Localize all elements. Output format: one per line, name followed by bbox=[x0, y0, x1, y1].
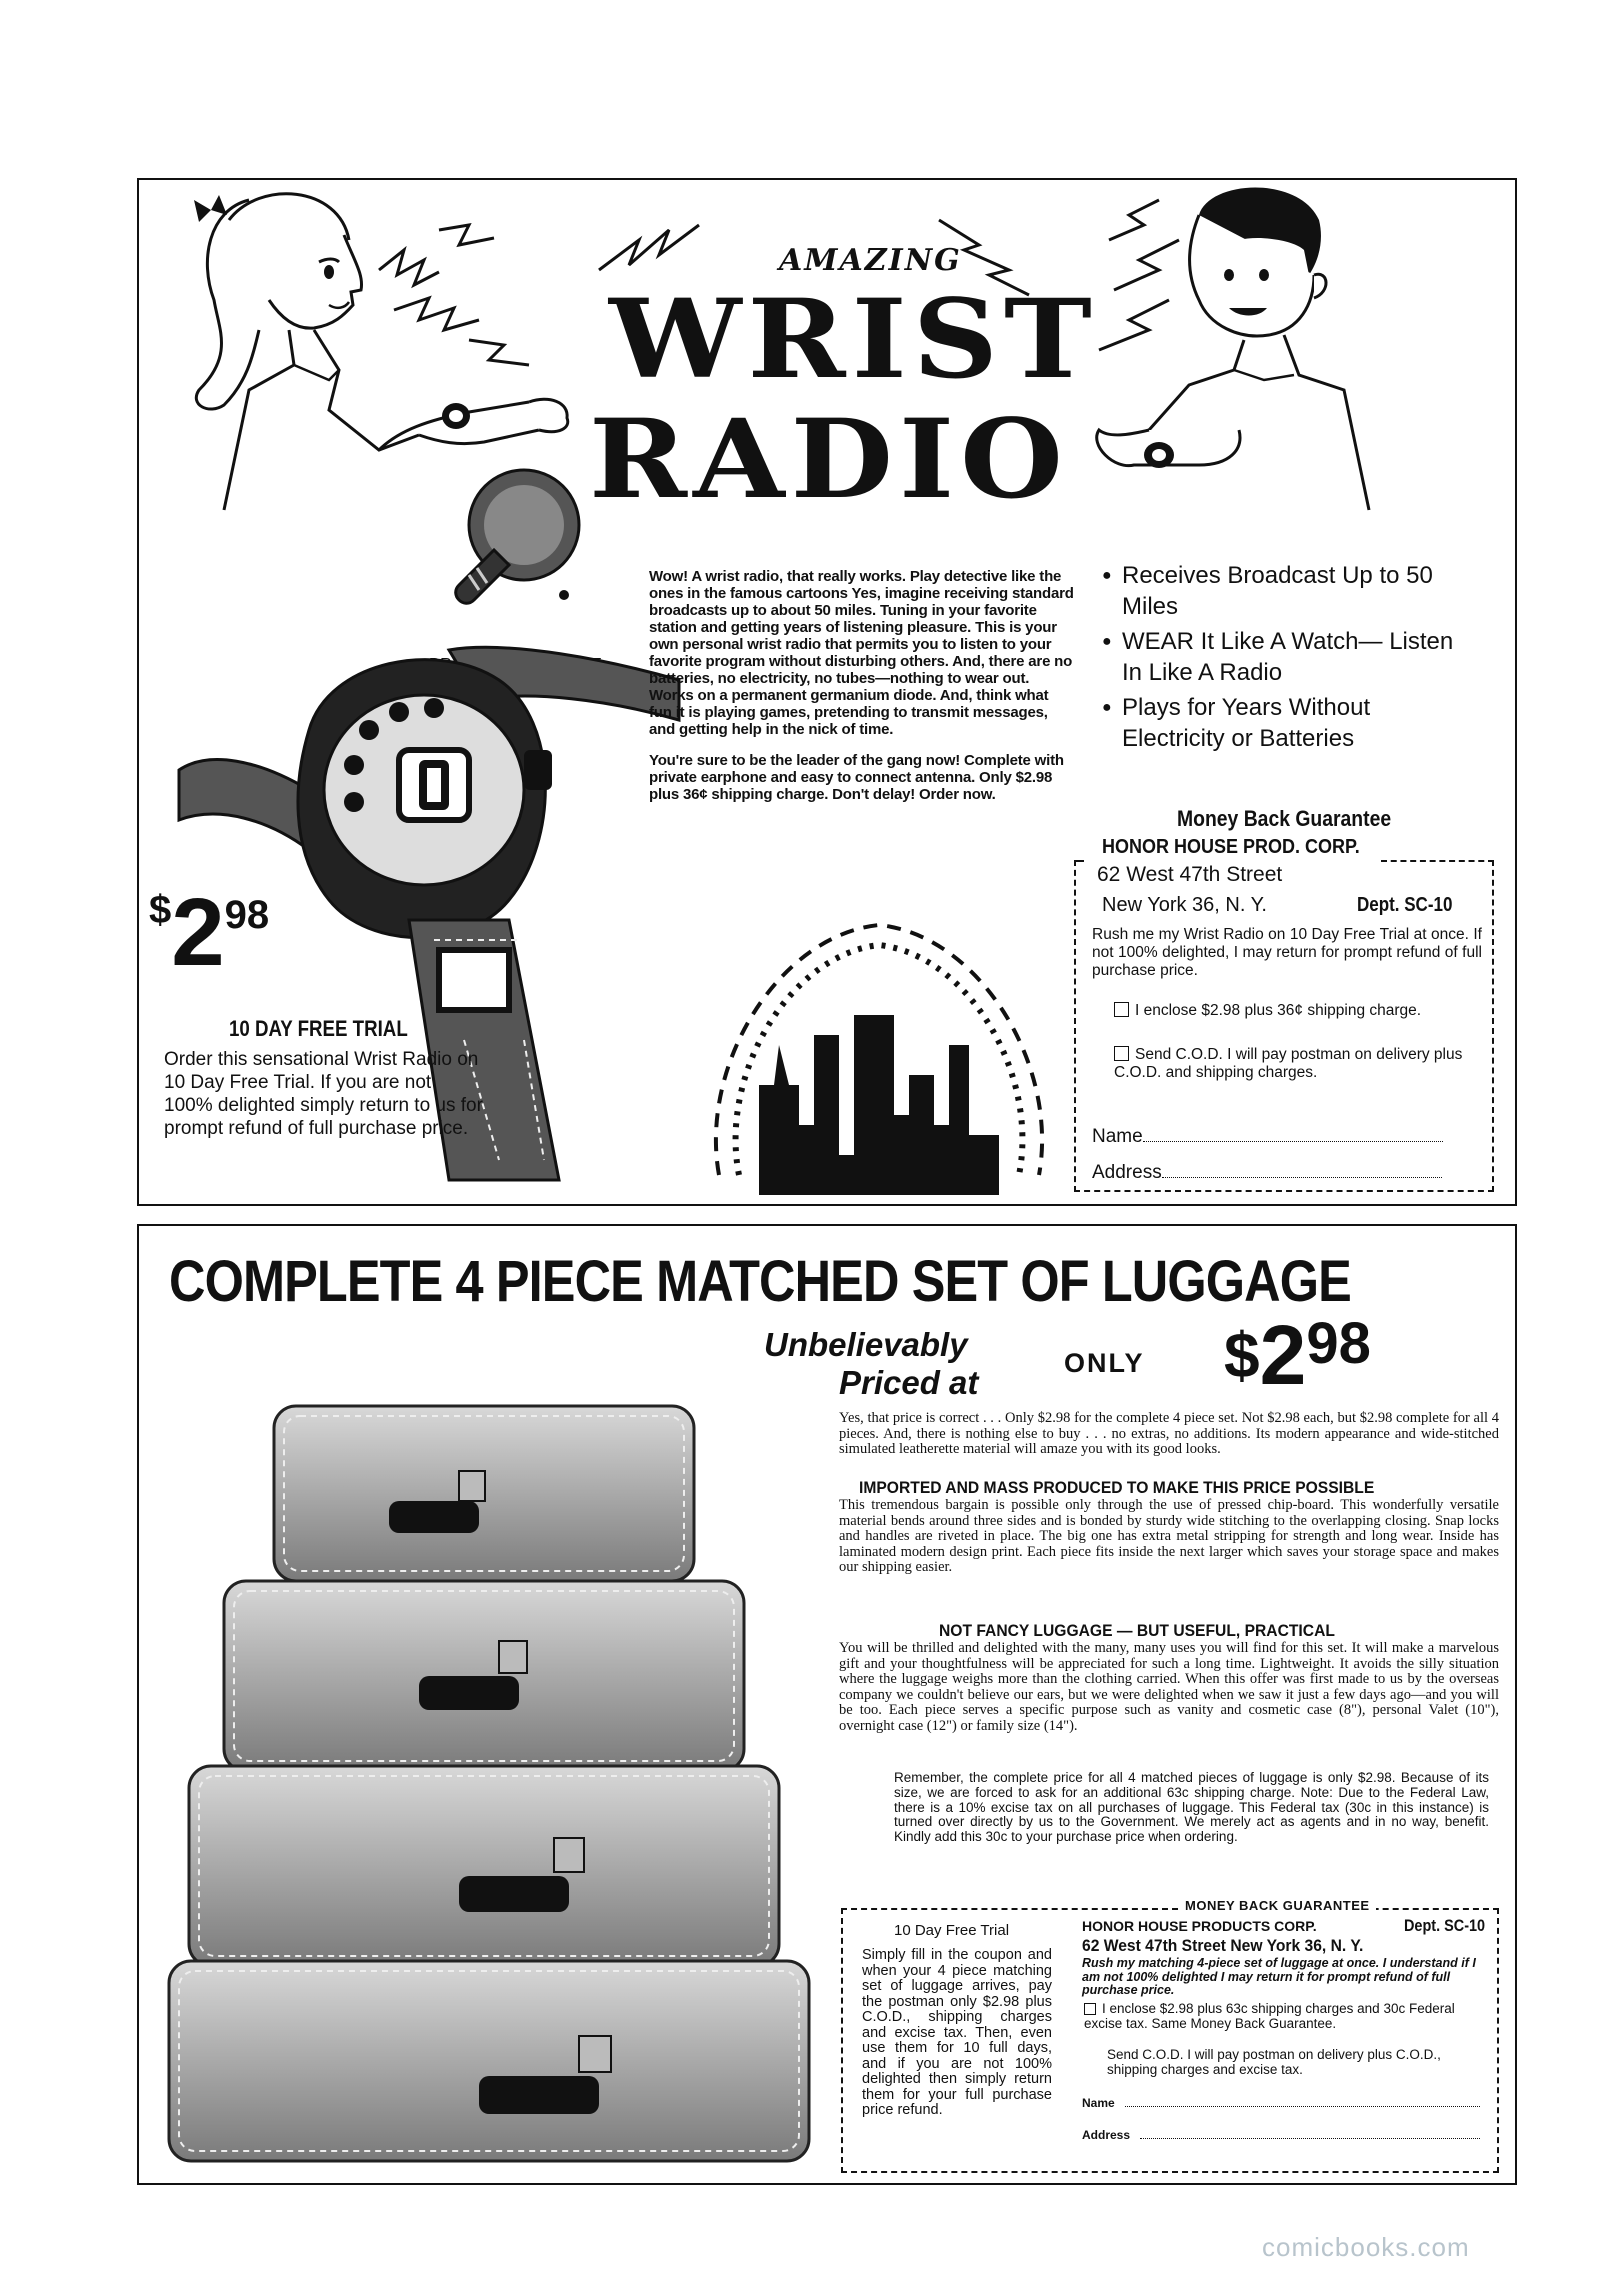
radio-coupon-street: 62 West 47th Street bbox=[1097, 863, 1283, 886]
name-label: Name bbox=[1082, 2096, 1115, 2110]
headline-radio: RADIO bbox=[589, 394, 1069, 523]
luggage-trial-text: Simply fill in the coupon and when your 4 piece matching set of luggage arrives, pay the postman only $2.98 plus C.O.D., shipping charges and excise tax. Then, even use them for 10 full days, and if you are not 100% delighted then simply return them for your full purchase price refund. bbox=[862, 1947, 1052, 2118]
luggage-copy-3: You will be thrilled and delighted with the many, many uses you will find for this set. It will make a marvelous gift and your thoughtfulness will be appreciated for such a long time. Lightweight. It avoids the silly situation where the luggage weighs more than the clothing carried. When this offer was first made to us by the overseas company we couldn't believe our ears, but we were delighted when we saw it just a few days ago—and you will be too. Each piece serves a specific purpose such as vanity and cosmetic case (8"), personal Valet (10"), overnight case (12") or family size (14"). bbox=[839, 1640, 1499, 1734]
name-line[interactable] bbox=[1143, 1141, 1443, 1142]
luggage-name-field[interactable] bbox=[1082, 2096, 1480, 2110]
luggage-heading-3: NOT FANCY LUGGAGE — BUT USEFUL, PRACTICAL bbox=[939, 1621, 1335, 1640]
price-dollars: 2 bbox=[1259, 1308, 1307, 1402]
radio-trial-title: 10 DAY FREE TRIAL bbox=[229, 1016, 408, 1041]
luggage-heading-2: IMPORTED AND MASS PRODUCED TO MAKE THIS PRICE POSSIBLE bbox=[859, 1478, 1375, 1497]
luggage-coupon-option-1[interactable] bbox=[1084, 2002, 1484, 2031]
radio-address-field[interactable] bbox=[1092, 1162, 1442, 1184]
enclose-checkbox[interactable] bbox=[1084, 2003, 1096, 2015]
radio-feature-list bbox=[1102, 560, 1462, 758]
wrist-radio-ad bbox=[137, 178, 1517, 1206]
feature-item: ● Plays for Years Without Electricity or Batteries bbox=[1102, 692, 1462, 754]
luggage-price bbox=[1224, 1308, 1371, 1402]
luggage-only: ONLY bbox=[1064, 1348, 1145, 1378]
option-1-label: I enclose $2.98 plus 63c shipping charges and 30c Federal excise tax. Same Money Back Guarantee. bbox=[1084, 2001, 1455, 2031]
radio-coupon-body: Rush me my Wrist Radio on 10 Day Free Trial at once. If not 100% delighted, I may return for prompt refund of full purchase price. bbox=[1092, 926, 1482, 979]
radio-coupon-dept: Dept. SC-10 bbox=[1357, 894, 1453, 916]
feature-item: ● Receives Broadcast Up to 50 Miles bbox=[1102, 560, 1462, 622]
enclose-checkbox[interactable] bbox=[1114, 1002, 1129, 1017]
luggage-copy-1: Yes, that price is correct . . . Only $2.98 for the complete 4 piece set. Not $2.98 each, but $2.98 complete for all 4 pieces. And, there is nothing else to buy . . . no extras, no additions. Its modern appearance and wide-stitched simulated leatherette material will amaze you with its good looks. bbox=[839, 1410, 1499, 1457]
price-cents: 98 bbox=[1306, 1311, 1371, 1376]
luggage-trial-title: 10 Day Free Trial bbox=[894, 1922, 1010, 1939]
radio-body-copy bbox=[649, 568, 1074, 803]
address-label: Address bbox=[1082, 2128, 1131, 2142]
city-skyline-illustration bbox=[679, 925, 1079, 1195]
luggage-sub-1: Unbelievably bbox=[764, 1326, 968, 1363]
radio-name-field[interactable] bbox=[1092, 1126, 1443, 1148]
headline-kicker: AMAZING bbox=[779, 243, 962, 278]
watermark: comicbooks.com bbox=[1262, 2232, 1470, 2262]
girl-illustration bbox=[139, 180, 619, 510]
price-dollars: 2 bbox=[171, 879, 225, 986]
radio-trial-text: Order this sensational Wrist Radio on 10 Day Free Trial. If you are not 100% delighted simply return to us for prompt refund of full purchase price. bbox=[164, 1049, 483, 1139]
luggage-address-field[interactable] bbox=[1082, 2128, 1480, 2142]
name-line[interactable] bbox=[1125, 2106, 1480, 2107]
radio-coupon-option-1[interactable] bbox=[1114, 1002, 1484, 1020]
boy-illustration bbox=[1069, 180, 1519, 510]
price-currency: $ bbox=[1224, 1319, 1260, 1391]
radio-coupon-company: HONOR HOUSE PROD. CORP. bbox=[1102, 836, 1360, 858]
cod-checkbox[interactable] bbox=[1114, 1046, 1129, 1061]
luggage-coupon-address: 62 West 47th Street New York 36, N. Y. bbox=[1082, 1936, 1364, 1955]
luggage-coupon-body: Rush my matching 4-piece set of luggage at once. I understand if I am not 100% delighted I may return it for prompt refund of full purchase price. bbox=[1082, 1956, 1476, 1997]
address-line[interactable] bbox=[1140, 2138, 1480, 2139]
luggage-coupon-guarantee: MONEY BACK GUARANTEE bbox=[1179, 1898, 1376, 1913]
radio-coupon-city: New York 36, N. Y. bbox=[1102, 894, 1267, 916]
luggage-stack-illustration bbox=[159, 1376, 859, 2176]
luggage-coupon-company: HONOR HOUSE PRODUCTS CORP. bbox=[1082, 1918, 1317, 1934]
luggage-ad bbox=[137, 1224, 1517, 2185]
name-label: Name bbox=[1092, 1126, 1143, 1147]
luggage-headline: COMPLETE 4 PIECE MATCHED SET OF LUGGAGE bbox=[169, 1249, 1351, 1314]
price-cents: 98 bbox=[224, 893, 270, 937]
radio-coupon-guarantee: Money Back Guarantee bbox=[1177, 806, 1392, 831]
radio-copy-2: You're sure to be the leader of the gang now! Complete with private earphone and easy to connect antenna. Only $2.98 plus 36¢ shipping charge. Don't delay! Order now. bbox=[649, 752, 1064, 803]
luggage-copy-4: Remember, the complete price for all 4 matched pieces of luggage is only $2.98. Because of its size, we are forced to ask for an additional 63c shipping charge. Note: Due to the Federal Law, there is a 10% excise tax on all purchases of luggage. This Federal tax (30c in this instance) is turned over directly by us to the Government. We merely act as agents and in no way, benefit. Kindly add this 30c to your purchase price when ordering. bbox=[894, 1770, 1489, 1845]
luggage-sub-2: Priced at bbox=[839, 1364, 979, 1401]
luggage-copy-2: This tremendous bargain is possible only through the use of pressed chip-board. This wonderfully versatile material bends around three sides and is bonded by sturdy wide stitching to the overlapping closing. Snap locks and handles are riveted in place. The big one has extra metal stripping for strength and long wear. Inside has laminated modern design print. Each piece fits inside the next larger which saves your storage space and makes our shipping easier. bbox=[839, 1497, 1499, 1575]
feature-item: ● WEAR It Like A Watch— Listen In Like A Radio bbox=[1102, 626, 1462, 688]
radio-copy-1: Wow! A wrist radio, that really works. Play detective like the ones in the famous cartoons Yes, imagine receiving standard broadcasts up to about 50 miles. Tuning in your favorite station and getting years of listening pleasure. This is your own personal wrist radio that permits you to listen to your favorite program without disturbing others. And, there are no batteries, no electricity, no tubes—nothing to wear out. Works on a permanent germanium diode. And, think what fun it is playing games, pretending to transmit messages, and getting help in the nick of time. bbox=[649, 568, 1074, 738]
radio-coupon-option-2[interactable] bbox=[1114, 1046, 1484, 1082]
address-label: Address bbox=[1092, 1162, 1162, 1183]
option-2-label: Send C.O.D. I will pay postman on delivery plus C.O.D. and shipping charges. bbox=[1114, 1046, 1463, 1081]
option-1-label: I enclose $2.98 plus 36¢ shipping charge. bbox=[1135, 1002, 1422, 1019]
earphone-illustration bbox=[439, 465, 589, 625]
headline-wrist: WRIST bbox=[609, 274, 1098, 403]
luggage-coupon-dept: Dept. SC-10 bbox=[1404, 1916, 1486, 1935]
luggage-coupon-option-2[interactable]: Send C.O.D. I will pay postman on delivery plus C.O.D., shipping charges and excise tax. bbox=[1107, 2047, 1441, 2077]
radio-price bbox=[149, 879, 270, 986]
address-line[interactable] bbox=[1162, 1177, 1442, 1178]
price-currency: $ bbox=[149, 888, 172, 932]
